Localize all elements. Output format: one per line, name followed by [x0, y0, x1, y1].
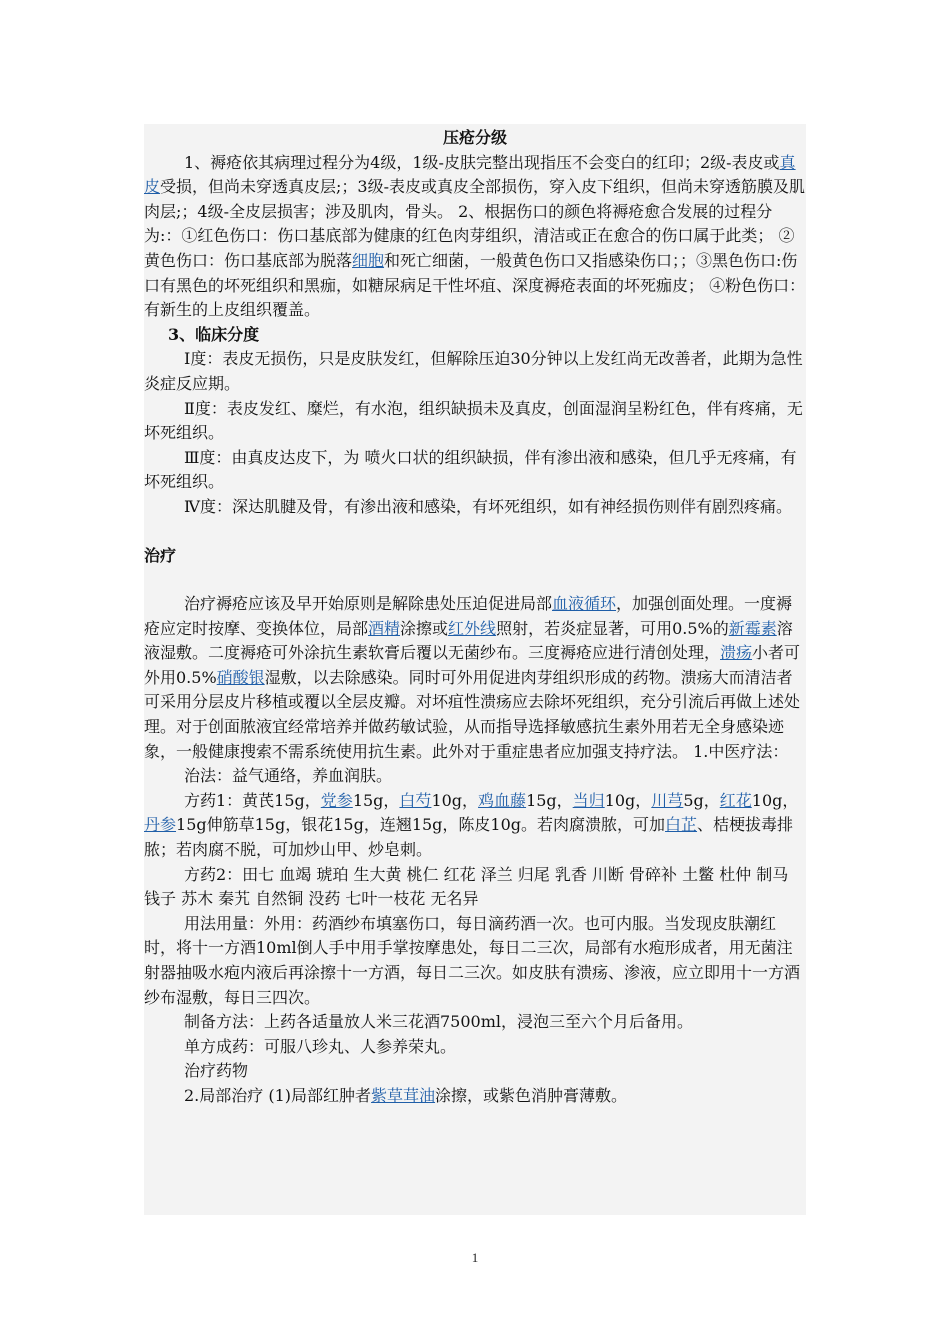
preparation-method: 制备方法：上药各适量放人米三花酒7500ml，浸泡三至六个月后备用。	[184, 1012, 694, 1032]
link-honghua[interactable]: 红花	[719, 790, 752, 810]
text-run: 涂擦或	[400, 618, 449, 638]
single-formula: 单方成药：可服八珍丸、人参养荣丸。	[184, 1036, 457, 1056]
link-danshen[interactable]: 丹参	[144, 815, 177, 835]
text-run: 5g，	[683, 790, 720, 810]
link-zicaorongyou[interactable]: 紫草茸油	[371, 1085, 436, 1105]
page-number: 1	[471, 1250, 479, 1265]
prescription-2: 方药2：田七 血竭 琥珀 生大黄 桃仁 红花 泽兰 归尾 乳香 川断 骨碎补 土鳖 杜仲 制马 钱子 苏木 秦艽 自然铜 没药 七叶一枝花 无名异	[144, 864, 789, 909]
text-run: 溶液湿敷。二度褥疮可外涂抗生素软膏后覆以无菌纱布。三度褥疮应进行清创处理，	[144, 618, 793, 663]
degree-4-paragraph: Ⅳ度：深达肌腱及骨，有渗出液和感染，有坏死组织，如有神经损伤则伴有剧烈疼痛。	[184, 496, 792, 516]
document-title: 压疮分级	[442, 128, 507, 147]
clinical-staging-heading: 3、临床分度	[168, 324, 260, 344]
text-run: 小者可外用0.5%	[144, 643, 801, 687]
text-run: ，加强创面处理。一度褥疮应定时按摩、变换体位，局部	[144, 594, 793, 638]
text-run: 10g，	[751, 790, 799, 810]
text-run: 受损，但尚未穿透真皮层;；3级-表皮或真皮全部损伤，穿入皮下组织，但尚未穿透筋膜及肌肉层;；4级-全皮层损害；涉及肌肉，骨头。 2、根据伤口的颜色将褥疮愈合发展的过程分为:：①红色伤口：伤口基底部为健康的红色肉芽组织，清洁或正在愈合的伤口属于此类； ②黄色伤口：伤口基底部为脱落	[144, 177, 805, 270]
text-run: 方药1：黄芪15g，	[184, 790, 321, 810]
link-blood-circulation[interactable]: 血液循环	[552, 594, 617, 614]
link-alcohol[interactable]: 酒精	[368, 618, 401, 638]
text-run: 湿敷，以去除感染。同时可外用促进肉芽组织形成的药物。溃疡大而清洁者可采用分层皮片移植或覆以全层皮瓣。对坏疽性溃疡应去除坏死组织，充分引流后再做上述处理。对于创面脓液宜经常培养并做药敏试验，从而指导选择敏感抗生素外用若无全身感染迹象，一般健康搜索不需系统使用抗生素。此外对于重症患者应加强支持疗法。 1.中医疗法：	[144, 667, 801, 761]
text-run: 涂擦，或紫色消肿膏薄敷。	[435, 1085, 628, 1105]
prescription-1	[144, 789, 806, 863]
link-baizhi[interactable]: 白芷	[665, 815, 698, 835]
link-jixueteng[interactable]: 鸡血藤	[478, 790, 527, 810]
link-ulcer[interactable]: 溃疡	[720, 643, 753, 663]
link-neomycin[interactable]: 新霉素	[728, 618, 777, 638]
link-dangshen[interactable]: 党参	[320, 790, 353, 810]
degree-1-paragraph: Ⅰ度：表皮无损伤，只是皮肤发红，但解除压迫30分钟以上发红尚无改善者，此期为急性炎症反应期。	[144, 349, 803, 393]
link-chuanxiong[interactable]: 川芎	[651, 790, 684, 810]
text-run: 10g，	[604, 790, 652, 810]
link-infrared[interactable]: 红外线	[448, 618, 497, 638]
local-treatment	[144, 1084, 806, 1109]
link-silver-nitrate[interactable]: 硝酸银	[216, 667, 265, 687]
link-danggui[interactable]: 当归	[572, 790, 605, 810]
document-body	[144, 126, 806, 1109]
text-run: 10g，	[431, 790, 479, 810]
usage-dosage: 用法用量：外用：药酒纱布填塞伤口，每日滴药酒一次。也可内服。当发现皮肤潮红时，将十一方酒10ml倒人手中用手掌按摩患处，每日二三次，局部有水疱形成者，用无菌注射器抽吸水疱内液后再涂擦十一方酒，每日二三次。如皮肤有溃疡、渗液，应立即用十一方酒纱布湿敷，每日三四次。	[144, 913, 801, 1007]
link-cell[interactable]: 细胞	[352, 250, 385, 270]
grading-paragraph	[144, 151, 806, 323]
link-dermis[interactable]: 真皮	[144, 152, 796, 197]
treatment-paragraph	[144, 592, 806, 764]
text-run: 1、褥疮依其病理过程分为4级，1级-皮肤完整出现指压不会变白的红印；2级-表皮或	[184, 152, 780, 172]
treatment-method: 治法：益气通络，养血润肤。	[184, 766, 393, 786]
treatment-heading: 治疗	[144, 545, 177, 565]
text-run: 照射，若炎症显著，可用0.5%的	[496, 618, 729, 638]
text-run: 15g伸筋草15g，银花15g，连翘15g，陈皮10g。若肉腐溃脓，可加	[176, 815, 666, 835]
text-run: 15g，	[352, 790, 400, 810]
degree-2-paragraph: Ⅱ度：表皮发红、糜烂，有水泡，组织缺损未及真皮，创面湿润呈粉红色，伴有疼痛，无坏死组织。	[144, 398, 803, 443]
text-run: 、桔梗拔毒排脓；若肉腐不脱，可加炒山甲、炒皂刺。	[144, 815, 794, 860]
text-run: 15g，	[526, 790, 573, 810]
text-run: 治疗褥疮应该及早开始原则是解除患处压迫促进局部	[184, 594, 553, 614]
text-run: 2.局部治疗 (1)局部红肿者	[184, 1085, 372, 1105]
treatment-drugs: 治疗药物	[184, 1061, 249, 1081]
link-baishao[interactable]: 白芍	[399, 790, 432, 810]
text-run: 和死亡细菌，一般黄色伤口又指感染伤口；；③黑色伤口:伤口有黑色的坏死组织和黑痂，如糖尿病足干性坏疽、深度褥疮表面的坏死痂皮； ④粉色伤口：有新生的上皮组织覆盖。	[144, 250, 806, 320]
degree-3-paragraph: Ⅲ度：由真皮达皮下，为 喷火口状的组织缺损，伴有渗出液和感染，但几乎无疼痛，有坏死组织。	[144, 447, 797, 492]
